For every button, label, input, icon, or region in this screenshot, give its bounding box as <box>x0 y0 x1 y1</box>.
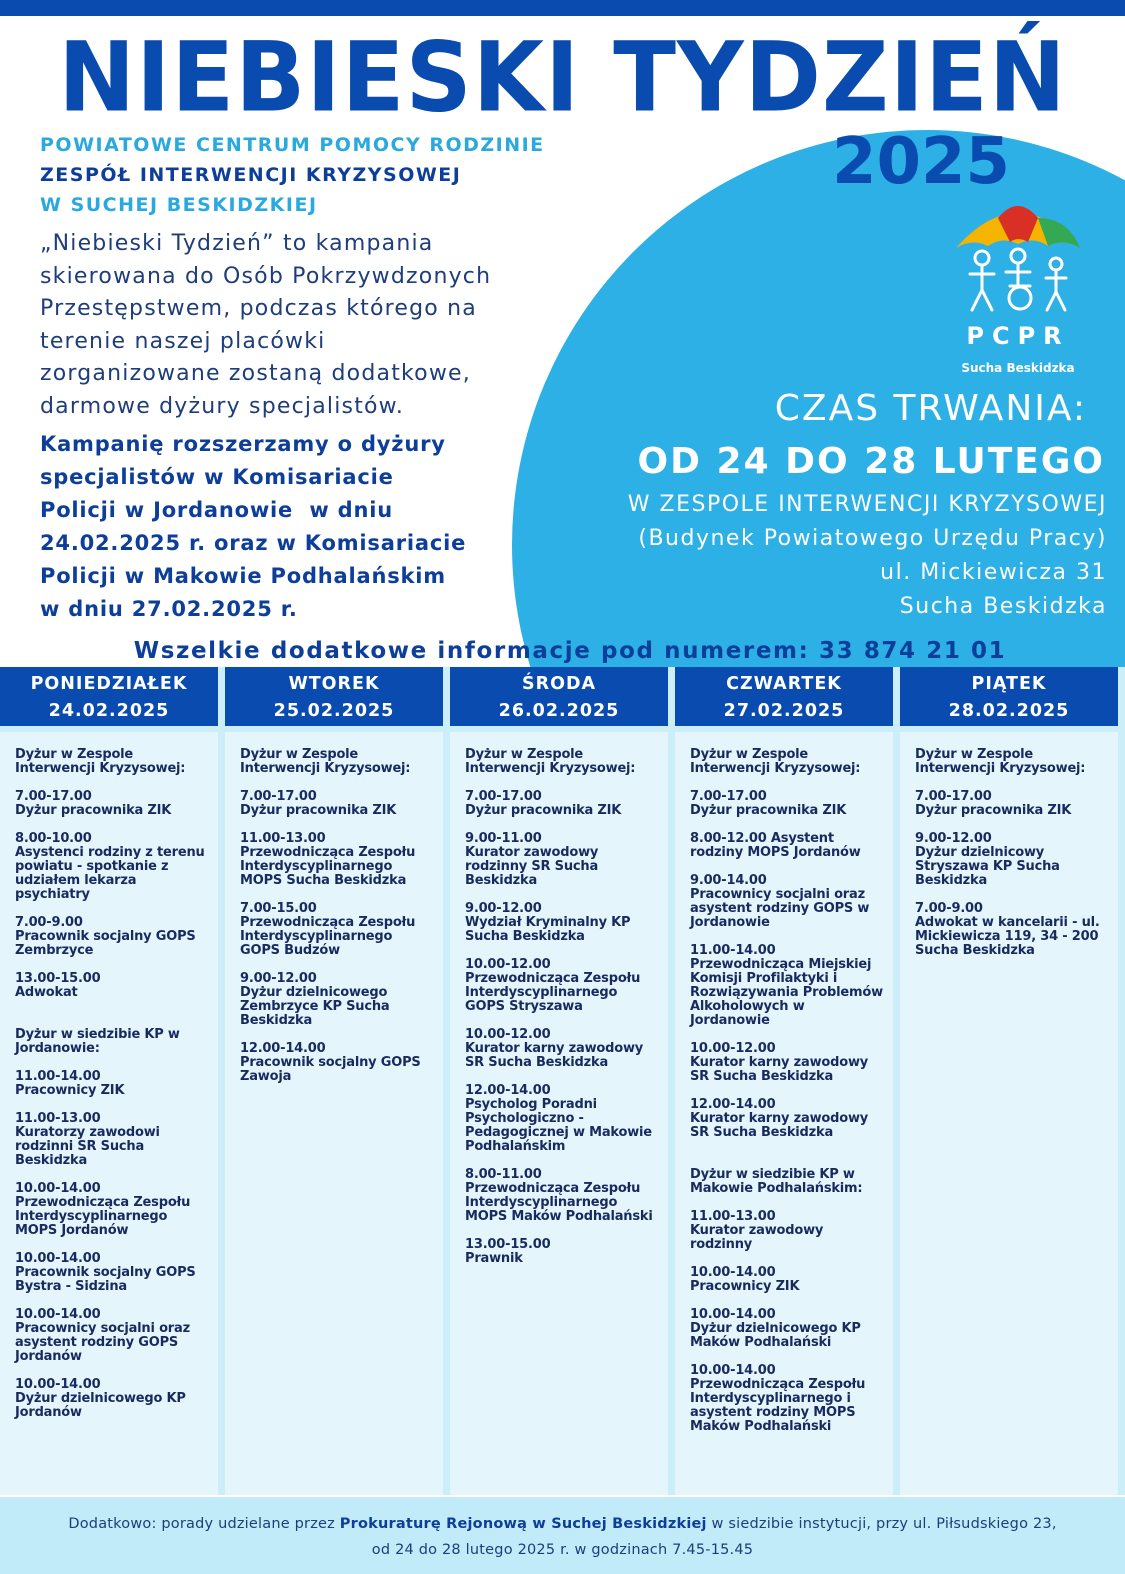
entry-time: 10.00-14.00 <box>15 1377 101 1392</box>
day-column-monday <box>0 667 218 1495</box>
entry-time: Dyżur w Zespole Interwencji Kryzysowej: <box>465 747 636 776</box>
entry-time: 12.00-14.00 <box>240 1041 326 1056</box>
entry-time: 11.00-13.00 <box>15 1111 101 1126</box>
duration-city: Sucha Beskidzka <box>899 594 1107 619</box>
schedule-entry <box>15 1028 208 1056</box>
entry-text: Dyżur dzielnicowy Stryszawa KP Sucha Beskidzka <box>915 845 1060 888</box>
entry-time: 7.00-15.00 <box>240 901 317 916</box>
day-name: PIĄTEK <box>971 674 1047 694</box>
entry-time: 13.00-15.00 <box>15 971 101 986</box>
schedule-entry <box>465 1168 658 1224</box>
entry-time: 10.00-14.00 <box>690 1307 776 1322</box>
schedule-entry <box>690 1168 883 1196</box>
entry-time: 11.00-14.00 <box>690 943 776 958</box>
schedule-entry <box>240 832 433 888</box>
day-column-friday <box>900 667 1118 1495</box>
entry-text: Adwokat <box>15 985 78 1000</box>
intro-line: Przestępstwem, podczas którego na <box>40 296 477 321</box>
schedule-entry <box>15 1378 208 1420</box>
day-body <box>450 732 668 1495</box>
entry-text: Kurator karny zawodowy SR Sucha Beskidzka <box>465 1041 644 1070</box>
schedule-entry <box>15 1308 208 1364</box>
duration-place: W ZESPOLE INTERWENCJI KRYZYSOWEJ <box>627 492 1107 517</box>
entry-text: Prawnik <box>465 1251 523 1266</box>
entry-text: Przewodnicząca Miejskiej Komisji Profilaktyki i Rozwiązywania Problemów Alkoholowych w Jordanowie <box>690 957 883 1028</box>
entry-time: 7.00-9.00 <box>915 901 983 916</box>
entry-time: Dyżur w Zespole Interwencji Kryzysowej: <box>15 747 186 776</box>
day-column-thursday <box>675 667 893 1495</box>
entry-time: 10.00-14.00 <box>690 1265 776 1280</box>
entry-text: Dyżur pracownika ZIK <box>690 803 847 818</box>
entry-text: Dyżur pracownika ZIK <box>240 803 397 818</box>
day-name: ŚRODA <box>521 674 597 694</box>
entry-time: 12.00-14.00 <box>465 1083 551 1098</box>
day-date: 26.02.2025 <box>498 701 620 721</box>
entry-text: Przewodnicząca Zespołu Interdyscyplinarnego i asystent rodziny MOPS Maków Podhalański <box>690 1377 866 1434</box>
day-body <box>675 732 893 1495</box>
org-name-line3: W SUCHEJ BESKIDZKIEJ <box>40 194 318 216</box>
schedule-entry <box>465 958 658 1014</box>
entry-time: 10.00-14.00 <box>15 1307 101 1322</box>
duration-label: CZAS TRWANIA: <box>774 388 1087 429</box>
entry-text: Adwokat w kancelarii - ul. Mickiewicza 119, 34 - 200 Sucha Beskidzka <box>915 915 1100 958</box>
intro-bold-text <box>40 428 520 626</box>
schedule-entry <box>465 748 658 776</box>
entry-text: Pracownicy socjalni oraz asystent rodziny GOPS Jordanów <box>15 1321 190 1364</box>
entry-time: 10.00-14.00 <box>690 1363 776 1378</box>
intro-line: darmowe dyżury specjalistów. <box>40 393 405 419</box>
intro-line: „Niebieski Tydzień” to kampania <box>40 231 434 256</box>
entry-time: Dyżur w siedzibie KP w Jordanowie: <box>15 1027 180 1056</box>
entry-time: Dyżur w Zespole Interwencji Kryzysowej: <box>690 747 861 776</box>
entry-time: 11.00-13.00 <box>240 831 326 846</box>
entry-time: 7.00-17.00 <box>465 789 542 804</box>
org-name-line2: ZESPÓŁ INTERWENCJI KRYZYSOWEJ <box>40 164 462 186</box>
entry-time: 10.00-12.00 <box>465 957 551 972</box>
entry-time: 7.00-9.00 <box>15 915 83 930</box>
day-date: 25.02.2025 <box>273 701 395 721</box>
day-header <box>225 667 443 726</box>
entry-time: 10.00-14.00 <box>15 1181 101 1196</box>
logo-text: PCPR <box>966 322 1070 350</box>
entry-time: 13.00-15.00 <box>465 1237 551 1252</box>
entry-time: 8.00-11.00 <box>465 1167 542 1182</box>
schedule-entry <box>690 748 883 776</box>
day-header <box>450 667 668 726</box>
schedule-entry <box>915 790 1108 818</box>
schedule-entry <box>15 832 208 902</box>
entry-text: Dyżur dzielnicowego Zembrzyce KP Sucha Beskidzka <box>240 985 390 1028</box>
schedule-entry <box>690 1210 883 1252</box>
entry-text: Kurator karny zawodowy SR Sucha Beskidzka <box>690 1111 869 1140</box>
entry-text: Asystenci rodziny z terenu powiatu - spotkanie z udziałem lekarza psychiatry <box>15 845 205 902</box>
intro-bold-line: Policji w Makowie Podhalańskim <box>40 564 446 588</box>
intro-bold-line: Policji w Jordanowie w dniu <box>40 498 393 522</box>
org-name-line1: POWIATOWE CENTRUM POMOCY RODZINIE <box>40 134 545 156</box>
intro-line: skierowana do Osób Pokrzywdzonych <box>40 263 492 289</box>
duration-building: (Budynek Powiatowego Urzędu Pracy) <box>638 526 1107 551</box>
entry-time: 8.00-12.00 Asystent rodziny MOPS Jordanów <box>690 831 861 860</box>
day-body <box>0 732 218 1495</box>
day-header <box>0 667 218 726</box>
schedule-entry <box>690 1098 883 1140</box>
day-name: CZWARTEK <box>726 674 842 694</box>
entry-text: Wydział Kryminalny KP Sucha Beskidzka <box>465 915 631 944</box>
day-name: WTOREK <box>288 674 380 694</box>
intro-line: terenie naszej placówki <box>40 328 326 354</box>
footer-post: w siedzibie instytucji, przy ul. Piłsudskiego 23, <box>706 1516 1057 1532</box>
entry-time: 11.00-14.00 <box>15 1069 101 1084</box>
schedule-entry <box>690 1364 883 1434</box>
schedule-entry <box>15 1112 208 1168</box>
entry-text: Pracownicy ZIK <box>15 1083 125 1098</box>
intro-text <box>40 228 570 423</box>
entry-time: 11.00-13.00 <box>690 1209 776 1224</box>
intro-bold-line: Kampanię rozszerzamy o dyżury <box>40 432 446 456</box>
day-name: PONIEDZIAŁEK <box>30 674 188 694</box>
entry-text: Przewodnicząca Zespołu Interdyscyplinarnego MOPS Jordanów <box>15 1195 191 1238</box>
top-bar <box>0 0 1125 16</box>
day-column-tuesday <box>225 667 443 1495</box>
entry-time: 7.00-17.00 <box>915 789 992 804</box>
schedule-entry <box>915 902 1108 958</box>
entry-text: Dyżur dzielnicowego KP Maków Podhalański <box>690 1321 861 1350</box>
umbrella-family-icon <box>948 198 1088 378</box>
schedule-entry <box>15 790 208 818</box>
day-body <box>900 732 1118 1495</box>
schedule-entry <box>15 972 208 1000</box>
entry-text: Przewodnicząca Zespołu Interdyscyplinarnego GOPS Budzów <box>240 915 416 958</box>
entry-time: 9.00-12.00 <box>465 901 542 916</box>
schedule-entry <box>240 902 433 958</box>
entry-time: 9.00-12.00 <box>240 971 317 986</box>
day-date: 24.02.2025 <box>48 701 170 721</box>
entry-time: Dyżur w Zespole Interwencji Kryzysowej: <box>240 747 411 776</box>
schedule-entry <box>690 1308 883 1350</box>
entry-time: 9.00-12.00 <box>915 831 992 846</box>
schedule-entry <box>915 748 1108 776</box>
day-column-wednesday <box>450 667 668 1495</box>
schedule-entry <box>690 790 883 818</box>
entry-time: 12.00-14.00 <box>690 1097 776 1112</box>
schedule-entry <box>690 944 883 1028</box>
entry-text: Dyżur pracownika ZIK <box>915 803 1072 818</box>
entry-time: 9.00-11.00 <box>465 831 542 846</box>
day-date: 27.02.2025 <box>723 701 845 721</box>
duration-street: ul. Mickiewicza 31 <box>880 560 1107 585</box>
entry-text: Dyżur pracownika ZIK <box>465 803 622 818</box>
schedule-entry <box>15 748 208 776</box>
footer-bold: Prokuraturę Rejonową w Suchej Beskidzkiej <box>339 1516 707 1532</box>
schedule-entry <box>690 1042 883 1084</box>
entry-time: Dyżur w Zespole Interwencji Kryzysowej: <box>915 747 1086 776</box>
schedule-entry <box>15 916 208 958</box>
intro-line: zorganizowane zostaną dodatkowe, <box>40 361 471 386</box>
schedule-entry <box>690 832 883 860</box>
day-header <box>675 667 893 726</box>
footer-line1 <box>0 1511 1125 1537</box>
entry-text: Pracownicy socjalni oraz asystent rodziny GOPS w Jordanowie <box>690 887 870 930</box>
schedule-entry <box>15 1182 208 1238</box>
entry-text: Kurator zawodowy rodzinny SR Sucha Beskidzka <box>465 845 599 888</box>
entry-time: 7.00-17.00 <box>690 789 767 804</box>
footer-pre: Dodatkowo: porady udzielane przez <box>68 1516 340 1532</box>
schedule-entry <box>915 832 1108 888</box>
entry-text: Dyżur pracownika ZIK <box>15 803 172 818</box>
schedule-entry <box>240 972 433 1028</box>
entry-text: Kurator karny zawodowy SR Sucha Beskidzka <box>690 1055 869 1084</box>
schedule-entry <box>240 790 433 818</box>
entry-text: Kurator zawodowy rodzinny <box>690 1223 824 1252</box>
schedule-table <box>0 667 1125 1495</box>
footer-line2: od 24 do 28 lutego 2025 r. w godzinach 7.45-15.45 <box>371 1542 754 1558</box>
schedule-entry <box>465 1238 658 1266</box>
intro-bold-line: 24.02.2025 r. oraz w Komisariacie <box>40 531 467 555</box>
entry-time: Dyżur w siedzibie KP w Makowie Podhalańskim: <box>690 1167 863 1196</box>
schedule-entry <box>15 1252 208 1294</box>
entry-text: Przewodnicząca Zespołu Interdyscyplinarnego MOPS Maków Podhalański <box>465 1181 653 1224</box>
entry-text: Pracownik socjalny GOPS Bystra - Sidzina <box>15 1265 196 1294</box>
entry-time: 7.00-17.00 <box>240 789 317 804</box>
entry-text: Przewodnicząca Zespołu Interdyscyplinarnego GOPS Stryszawa <box>465 971 641 1014</box>
intro-bold-line: w dniu 27.02.2025 r. <box>40 597 298 621</box>
entry-time: 9.00-14.00 <box>690 873 767 888</box>
day-body <box>225 732 443 1495</box>
pcpr-logo <box>948 198 1088 378</box>
schedule-entry <box>15 1070 208 1098</box>
schedule-entry <box>240 1042 433 1084</box>
info-phone: Wszelkie dodatkowe informacje pod numerem: 33 874 21 01 <box>133 638 1007 664</box>
duration-dates: OD 24 DO 28 LUTEGO <box>637 441 1105 482</box>
entry-text: Kuratorzy zawodowi rodzinni SR Sucha Beskidzka <box>15 1125 160 1168</box>
footer-note <box>0 1497 1125 1574</box>
page-title: NIEBIESKI TYDZIEŃ <box>58 21 1067 134</box>
schedule-entry <box>240 748 433 776</box>
entry-time: 8.00-10.00 <box>15 831 92 846</box>
entry-time: 7.00-17.00 <box>15 789 92 804</box>
schedule-entry <box>690 874 883 930</box>
entry-text: Dyżur dzielnicowego KP Jordanów <box>15 1391 186 1420</box>
entry-text: Pracownicy ZIK <box>690 1279 800 1294</box>
entry-text: Przewodnicząca Zespołu Interdyscyplinarnego MOPS Sucha Beskidzka <box>240 845 416 888</box>
intro-bold-line: specjalistów w Komisariacie <box>40 465 394 489</box>
entry-text: Psycholog Poradni Psychologiczno - Pedagogicznej w Makowie Podhalańskim <box>465 1097 652 1154</box>
schedule-entry <box>465 832 658 888</box>
schedule-entry <box>465 1084 658 1154</box>
entry-text: Pracownik socjalny GOPS Zawoja <box>240 1055 421 1084</box>
year: 2025 <box>831 125 1011 199</box>
schedule-entry <box>465 790 658 818</box>
schedule-entry <box>465 1028 658 1070</box>
logo-subtext: Sucha Beskidzka <box>961 361 1075 375</box>
entry-time: 10.00-12.00 <box>465 1027 551 1042</box>
schedule-entry <box>690 1266 883 1294</box>
entry-text: Pracownik socjalny GOPS Zembrzyce <box>15 929 196 958</box>
day-header <box>900 667 1118 726</box>
entry-time: 10.00-14.00 <box>15 1251 101 1266</box>
entry-time: 10.00-12.00 <box>690 1041 776 1056</box>
schedule-entry <box>465 902 658 944</box>
day-date: 28.02.2025 <box>948 701 1070 721</box>
